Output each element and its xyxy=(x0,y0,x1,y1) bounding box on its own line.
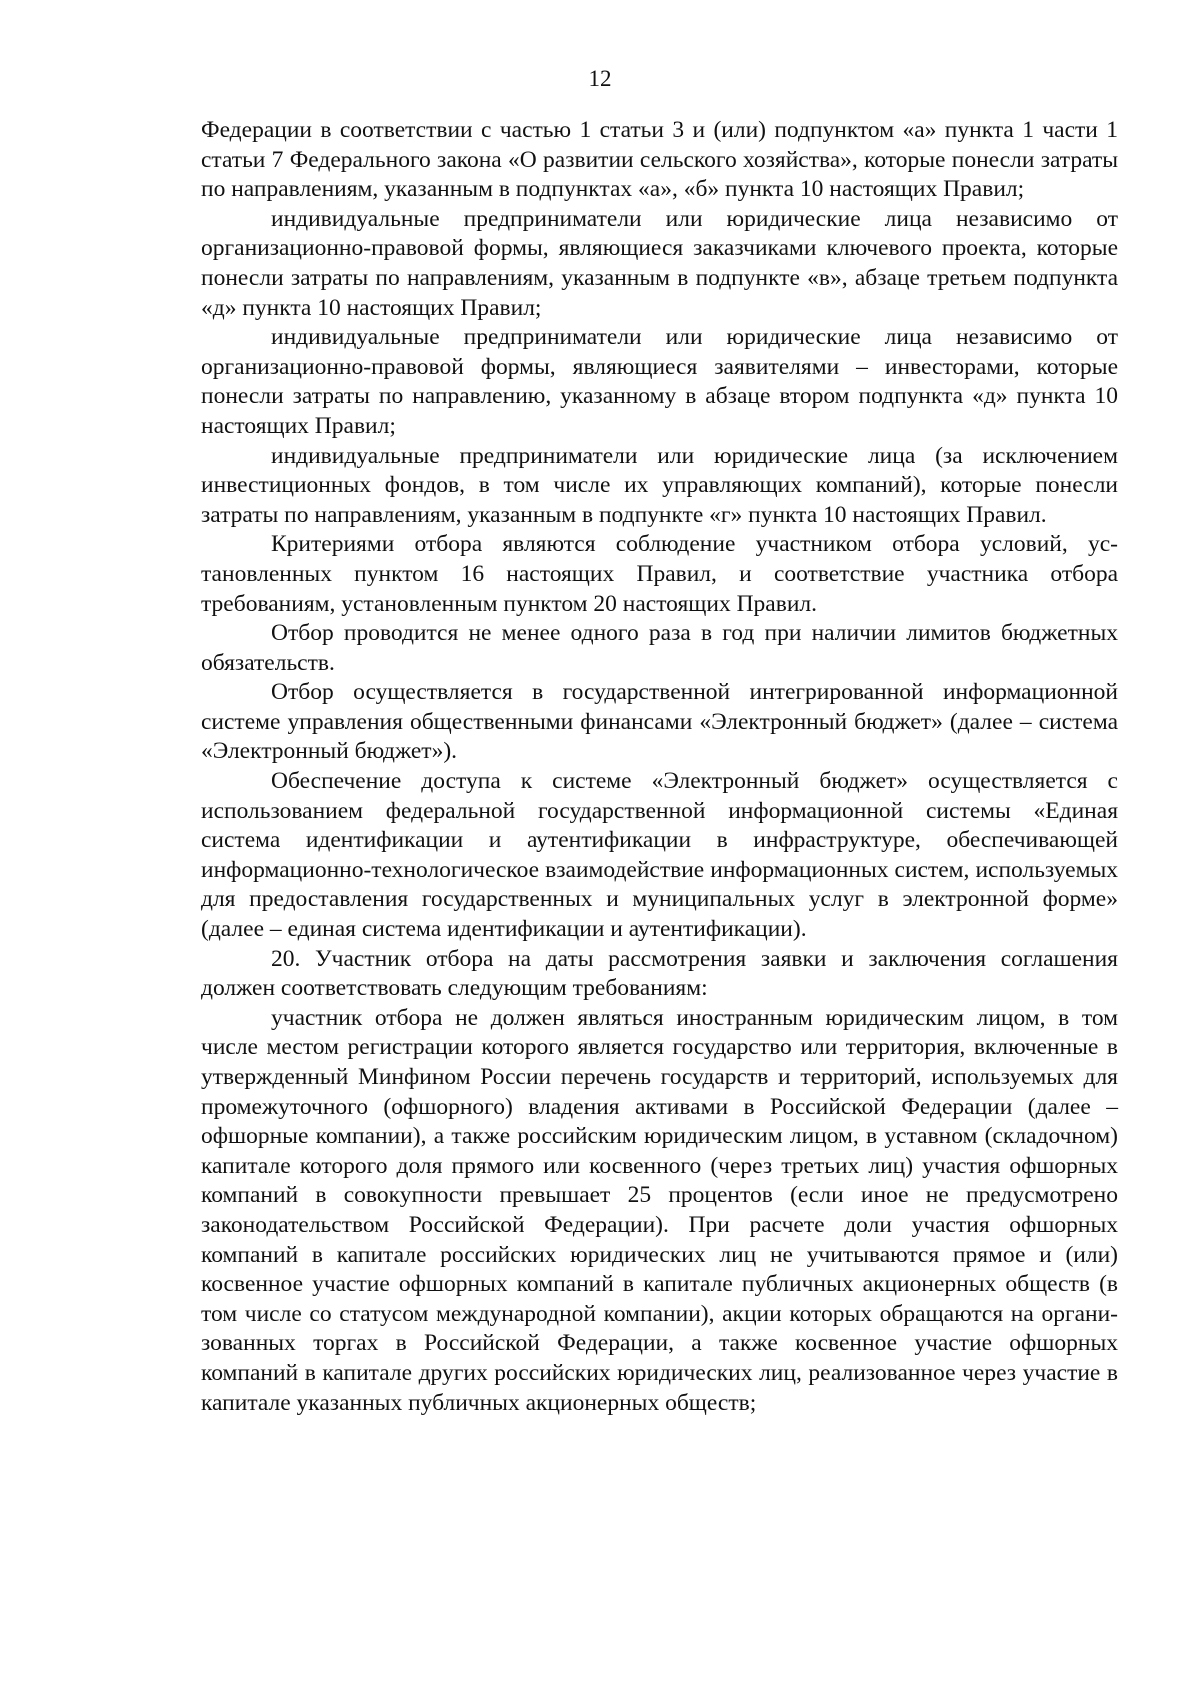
paragraph: индивидуальные предприниматели или юридические лица (за исключением инвестиционных фондов, в том числе их управляющих компаний), которые понесли затраты по направлениям, указанным в подпункте «г» пункта 10 настоящих Правил. xyxy=(201,442,1118,528)
paragraph: Отбор осуществляется в государственной интегрированной информационной системе управления общественными финансами «Электронный бюджет» (далее – система «Электронный бюджет»). xyxy=(201,679,1118,765)
page-number: 12 xyxy=(588,66,612,91)
paragraph: индивидуальные предприниматели или юридические лица независимо от организационно-правовой формы, являющиеся заказчиками ключевого проекта, которые понесли затраты по направлениям, указанным в подпункте «в», абзаце третьем подпункта «д» пункта 10 настоящих Правил; xyxy=(201,205,1118,321)
document-body xyxy=(201,116,1118,1418)
paragraph: 20. Участник отбора на даты рассмотрения заявки и заключения соглашения должен соответствовать следующим требованиям: xyxy=(201,945,1118,1002)
paragraph: Обеспечение доступа к системе «Электронный бюджет» осуществляется с использованием федеральной государственной информационной системы «Единая система идентификации и аутентификации в инфраструктуре, обеспечивающей информационно-технологическое взаимодействие информационных систем, используемых для предоставления государственных и муниципальных услуг в электронной форме» (далее – единая система идентификации и аутентификации). xyxy=(201,768,1118,943)
paragraph: Федерации в соответствии с частью 1 статьи 3 и (или) подпунктом «а» пункта 1 части 1 статьи 7 Федерального закона «О развитии сельского хозяйства», которые понесли затраты по направлениям, указанным в подпунктах «а», «б» пункта 10 настоящих Правил; xyxy=(201,117,1118,203)
paragraph: Критериями отбора являются соблюдение участником отбора условий, установленных пунктом 16 настоящих Правил, и соответствие участника отбора требованиям, установленным пунктом 20 настоящих Правил. xyxy=(201,531,1118,617)
paragraph: участник отбора не должен являться иностранным юридическим лицом, в том числе местом регистрации которого является государство или территория, включенные в утвержденный Минфином России перечень государств и территорий, используемых для промежуточного (офшорного) владения активами в Российской Федерации (далее – офшорные компании), а также российским юридическим лицом, в уставном (складочном) капитале которого доля прямого или косвенного (через третьих лиц) участия офшорных компаний в совокупности превышает 25 процентов (если иное не предусмотрено законодательством Российской Федерации). При расчете доли участия офшорных компаний в капитале российских юридических лиц не учитываются прямое и (или) косвенное участие офшорных компаний в капитале публичных акционерных обществ (в том числе со статусом международной компании), акции которых обращаются на организованных торгах в Российской Федерации, а также косвенное участие офшорных компаний в капитале других российских юридических лиц, реализованное через участие в капитале указанных публичных акционерных обществ; xyxy=(201,1004,1118,1416)
paragraph: Отбор проводится не менее одного раза в год при наличии лимитов бюджетных обязательств. xyxy=(201,620,1118,676)
paragraph: индивидуальные предприниматели или юридические лица независимо от организационно-правовой формы, являющиеся заявителями – инвесторами, которые понесли затраты по направлению, указанному в абзаце втором подпункта «д» пункта 10 настоящих Правил; xyxy=(201,324,1118,439)
